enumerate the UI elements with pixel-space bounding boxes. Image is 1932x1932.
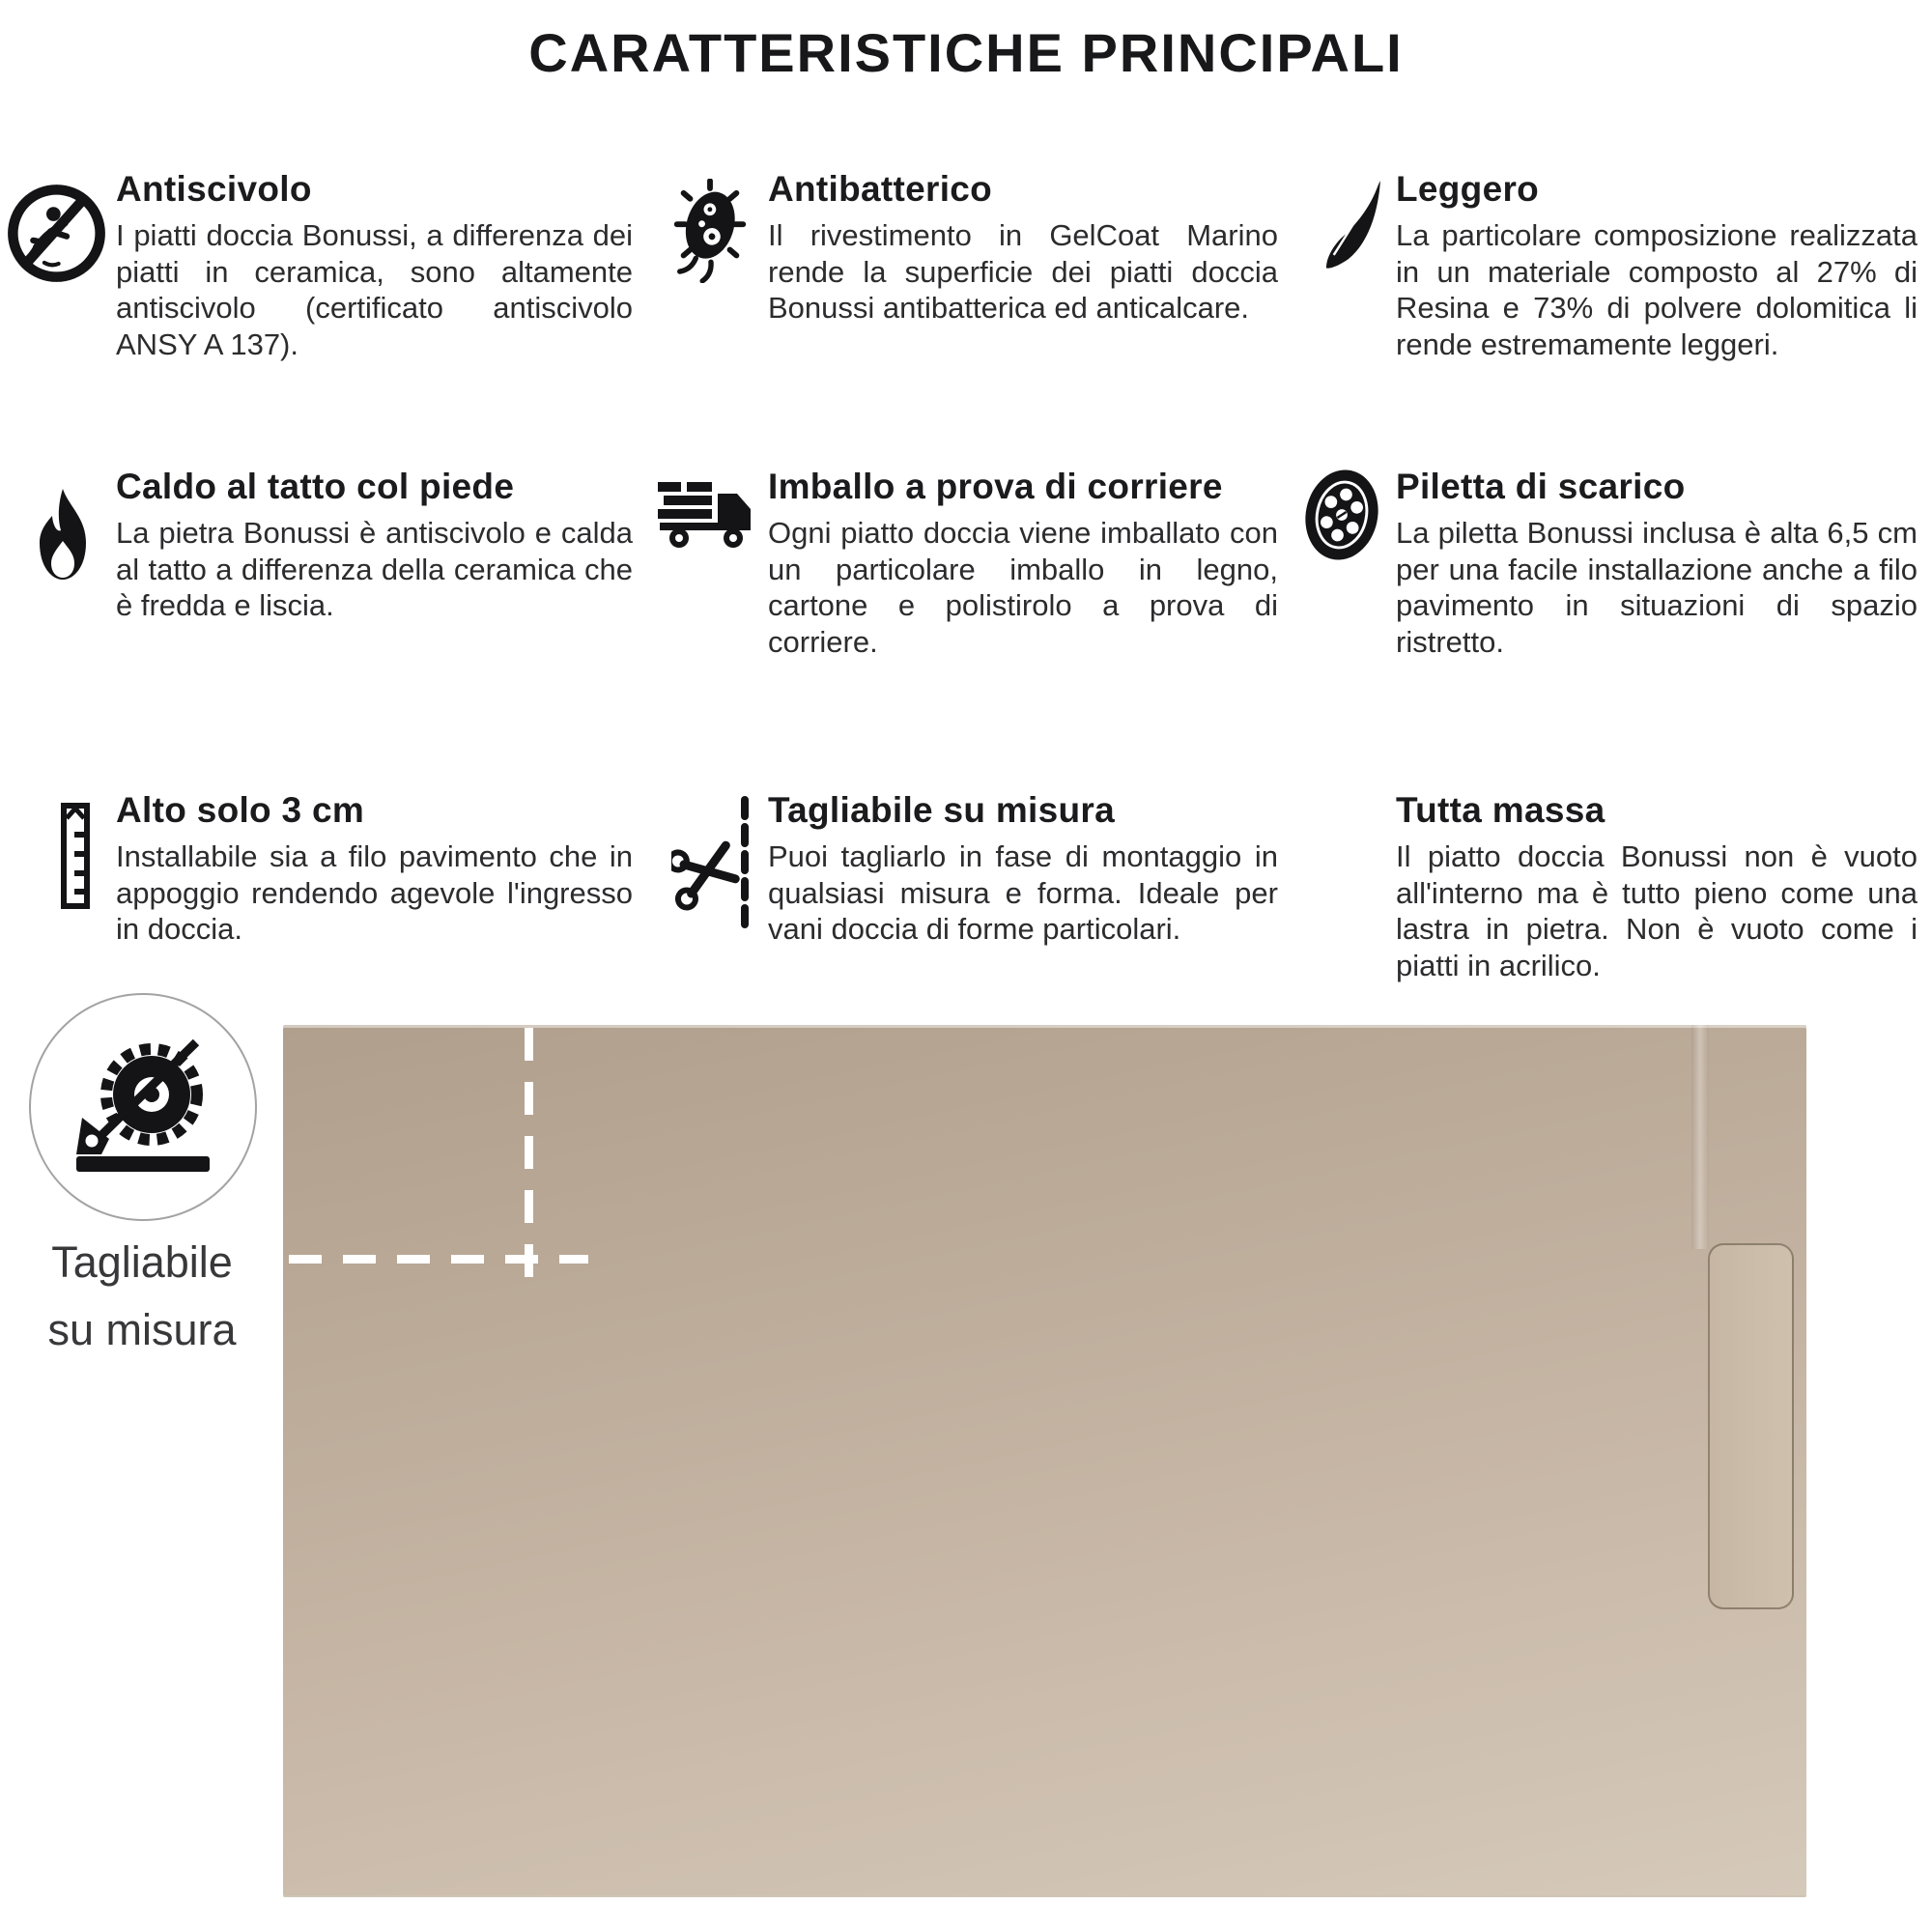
cut-to-size-badge — [29, 993, 257, 1221]
feature-title: Leggero — [1396, 169, 1540, 209]
feature-text: Ogni piatto doccia viene imballato con un particolare imballo in legno, cartone e polistirolo a prova di corriere. — [768, 516, 1278, 659]
feature-title: Antibatterico — [768, 169, 993, 209]
feature-text: La pietra Bonussi è antiscivolo e calda al tatto a differenza della ceramica che è fredda e liscia. — [116, 516, 633, 622]
feature-text: Il piatto doccia Bonussi non è vuoto all'interno ma è tutto pieno come una lastra in pietra. Non è vuoto come i piatti in acrilico. — [1396, 839, 1918, 982]
bacteria-icon — [668, 179, 753, 283]
tray-slope-crease — [1691, 1025, 1709, 1249]
flame-icon — [26, 486, 99, 584]
feature-text: Il rivestimento in GelCoat Marino rende la superficie dei piatti doccia Bonussi antibatterica ed anticalcare. — [768, 218, 1278, 325]
feature-text: La piletta Bonussi inclusa è alta 6,5 cm per una facile installazione anche a filo pavimento in situazioni di spazio ristretto. — [1396, 516, 1918, 659]
feature-piletta — [1396, 467, 1918, 660]
drain-icon — [1299, 461, 1384, 569]
cut-mark-horizontal — [289, 1255, 588, 1264]
feature-text: I piatti doccia Bonussi, a differenza dei piatti in ceramica, sono altamente antiscivolo (certificato antiscivolo ANSY A 137). — [116, 218, 633, 361]
badge-label-line1: Tagliabile — [51, 1237, 233, 1287]
feature-title: Caldo al tatto col piede — [116, 467, 515, 506]
feature-title: Tagliabile su misura — [768, 790, 1115, 830]
solid-mass-icon — [1304, 800, 1379, 869]
feature-title: Tutta massa — [1396, 790, 1605, 830]
feature-tutta-massa — [1396, 790, 1918, 983]
feature-alto-3cm — [116, 790, 633, 948]
cut-mark-vertical — [525, 1028, 533, 1297]
tray-drain-cover — [1708, 1243, 1794, 1609]
feather-icon — [1324, 175, 1384, 271]
feature-antiscivolo — [116, 169, 633, 362]
feature-caldo-al-tatto — [116, 467, 633, 624]
feature-text: Puoi tagliarlo in fase di montaggio in qualsiasi misura e forma. Ideale per vani doccia di forme particolari. — [768, 839, 1278, 946]
page-title: CARATTERISTICHE PRINCIPALI — [528, 22, 1404, 83]
feature-text: Installabile sia a filo pavimento che in appoggio rendendo agevole l'ingresso in doccia. — [116, 839, 633, 946]
feature-antibatterico — [768, 169, 1278, 327]
feature-imballo — [768, 467, 1278, 660]
circular-saw-icon — [71, 1035, 215, 1179]
scissors-icon — [671, 794, 754, 931]
no-slip-icon — [6, 183, 107, 284]
feature-title: Piletta di scarico — [1396, 467, 1686, 506]
feature-title: Imballo a prova di corriere — [768, 467, 1223, 506]
feature-tagliabile — [768, 790, 1278, 948]
truck-icon — [658, 478, 756, 550]
ruler-icon — [60, 802, 91, 910]
feature-title: Alto solo 3 cm — [116, 790, 365, 830]
shower-tray-photo — [283, 1025, 1806, 1895]
feature-text: La particolare composizione realizzata in un materiale composto al 27% di Resina e 73% di polvere dolomitica li rende estremamente leggeri. — [1396, 218, 1918, 361]
feature-title: Antiscivolo — [116, 169, 312, 209]
feature-leggero — [1396, 169, 1918, 362]
badge-label — [0, 1229, 296, 1364]
badge-label-line2: su misura — [47, 1305, 237, 1354]
